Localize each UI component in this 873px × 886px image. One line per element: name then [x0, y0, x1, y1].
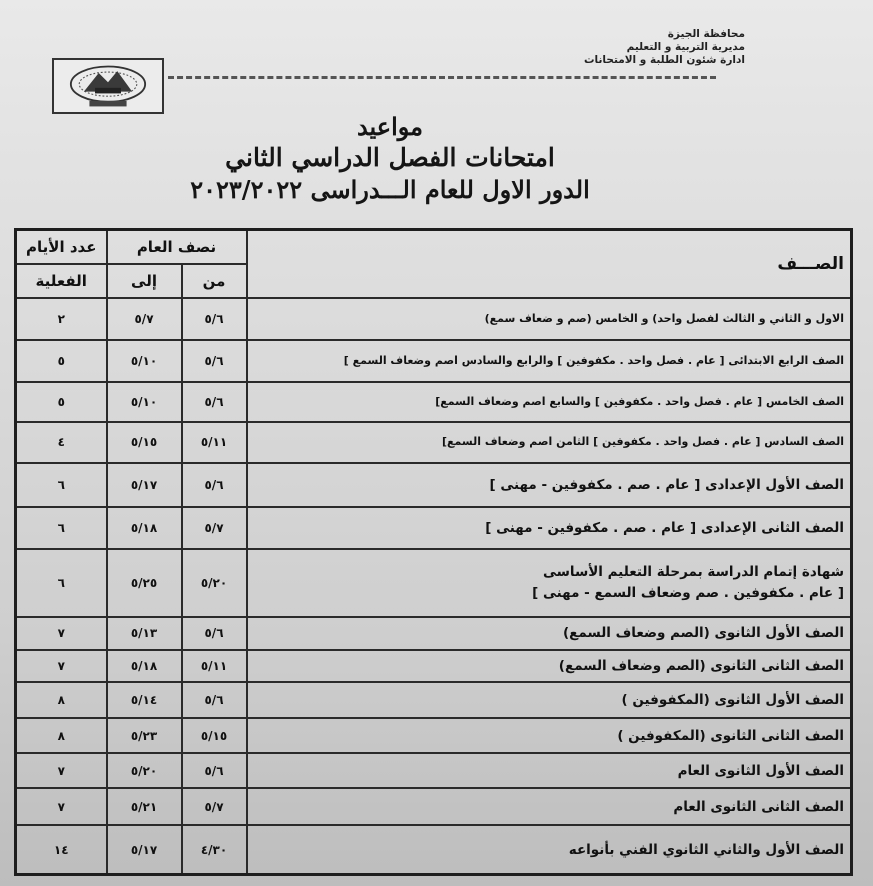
date-from: ٥/٧	[182, 788, 247, 825]
days-count: ٧	[16, 617, 107, 650]
title-line-3: الدور الاول للعام الـــدراسى ٢٠٢٣/٢٠٢٢	[190, 175, 590, 204]
column-header-days-top: عدد الأيام	[16, 230, 107, 264]
date-to: ٥/٢٣	[107, 718, 182, 753]
date-from: ٤/٣٠	[182, 825, 247, 874]
title-line-2: امتحانات الفصل الدراسي الثاني	[225, 143, 555, 172]
class-name: الصف السادس [ عام . فصل واحد . مكفوفين ] الثامن اصم وضعاف السمع]	[247, 422, 852, 463]
document-title	[150, 112, 630, 206]
column-header-from: من	[182, 264, 247, 298]
date-to: ٥/١٤	[107, 682, 182, 718]
header-line-governorate: محافظة الجيزة	[667, 28, 745, 40]
days-count: ٧	[16, 650, 107, 683]
class-name: الصف الرابع الابتدائى [ عام . فصل واحد . مكفوفين ] والرابع والسادس اصم وضعاف السمع ]	[247, 340, 852, 382]
class-name	[247, 549, 852, 617]
class-name: الصف الأول الثانوى العام	[247, 753, 852, 788]
days-count: ٥	[16, 340, 107, 382]
date-from: ٥/٦	[182, 463, 247, 507]
class-name: الصف الثانى الثانوى (المكفوفين )	[247, 718, 852, 753]
table-row	[16, 788, 852, 825]
column-header-midyear: نصف العام	[107, 230, 247, 264]
issuing-authority-header	[584, 28, 745, 67]
date-to: ٥/١٠	[107, 382, 182, 422]
table-row	[16, 617, 852, 650]
date-from: ٥/٦	[182, 753, 247, 788]
table-row	[16, 463, 852, 507]
class-name-line-1: شهادة إتمام الدراسة بمرحلة التعليم الأساسى	[542, 563, 844, 580]
date-to: ٥/٢٥	[107, 549, 182, 617]
class-name: الصف الأول الثانوى (الصم وضعاف السمع)	[247, 617, 852, 650]
title-line-1: مواعيد	[356, 112, 424, 141]
days-count: ١٤	[16, 825, 107, 874]
date-to: ٥/١٧	[107, 463, 182, 507]
table-row	[16, 549, 852, 617]
class-name: الصف الأول والثاني الثانوي الفني بأنواعه	[247, 825, 852, 874]
date-from: ٥/١١	[182, 422, 247, 463]
class-name-line-2: [ عام . مكفوفين . صم وضعاف السمع - مهنى ]	[532, 584, 844, 601]
ministry-emblem-icon	[52, 58, 164, 114]
table-row	[16, 382, 852, 422]
class-name: الصف الثانى الإعدادى [ عام . صم . مكفوفين - مهنى ]	[247, 507, 852, 549]
header-line-directorate: مديرية التربية و التعليم	[626, 41, 745, 53]
table-row	[16, 507, 852, 549]
date-to: ٥/٢٠	[107, 753, 182, 788]
date-from: ٥/٢٠	[182, 549, 247, 617]
date-to: ٥/٧	[107, 298, 182, 340]
date-from: ٥/٦	[182, 682, 247, 718]
column-header-days-bottom: الفعلية	[16, 264, 107, 298]
table-row	[16, 825, 852, 874]
table-row	[16, 682, 852, 718]
days-count: ٧	[16, 753, 107, 788]
class-name: الاول و الثاني و الثالث لفصل واحد) و الخامس (صم و ضعاف سمع)	[247, 298, 852, 340]
days-count: ٦	[16, 463, 107, 507]
header-line-administration: ادارة شئون الطلبة و الامتحانات	[584, 54, 745, 66]
table-header-row	[16, 230, 852, 264]
column-header-to: إلى	[107, 264, 182, 298]
date-to: ٥/١٨	[107, 650, 182, 683]
days-count: ٧	[16, 788, 107, 825]
date-from: ٥/٦	[182, 617, 247, 650]
date-to: ٥/١٨	[107, 507, 182, 549]
class-name: الصف الثانى الثانوى (الصم وضعاف السمع)	[247, 650, 852, 683]
days-count: ٦	[16, 507, 107, 549]
date-from: ٥/٦	[182, 382, 247, 422]
date-to: ٥/١٣	[107, 617, 182, 650]
table-row	[16, 650, 852, 683]
date-from: ٥/٦	[182, 298, 247, 340]
table-row	[16, 340, 852, 382]
date-from: ٥/١١	[182, 650, 247, 683]
days-count: ٥	[16, 382, 107, 422]
date-to: ٥/١٧	[107, 825, 182, 874]
days-count: ٦	[16, 549, 107, 617]
table-row	[16, 753, 852, 788]
class-name: الصف الثانى الثانوى العام	[247, 788, 852, 825]
class-name: الصف الخامس [ عام . فصل واحد . مكفوفين ] والسابع اصم وضعاف السمع]	[247, 382, 852, 422]
table-row	[16, 718, 852, 753]
table-row	[16, 422, 852, 463]
date-from: ٥/٦	[182, 340, 247, 382]
date-from: ٥/٧	[182, 507, 247, 549]
date-to: ٥/١٥	[107, 422, 182, 463]
column-header-class: الصـــف	[247, 230, 852, 298]
days-count: ٢	[16, 298, 107, 340]
class-name: الصف الأول الثانوى (المكفوفين )	[247, 682, 852, 718]
date-from: ٥/١٥	[182, 718, 247, 753]
days-count: ٨	[16, 682, 107, 718]
date-to: ٥/٢١	[107, 788, 182, 825]
exam-schedule-table	[14, 228, 853, 876]
days-count: ٤	[16, 422, 107, 463]
date-to: ٥/١٠	[107, 340, 182, 382]
days-count: ٨	[16, 718, 107, 753]
class-name: الصف الأول الإعدادى [ عام . صم . مكفوفين - مهنى ]	[247, 463, 852, 507]
table-row	[16, 298, 852, 340]
header-divider	[168, 76, 716, 79]
